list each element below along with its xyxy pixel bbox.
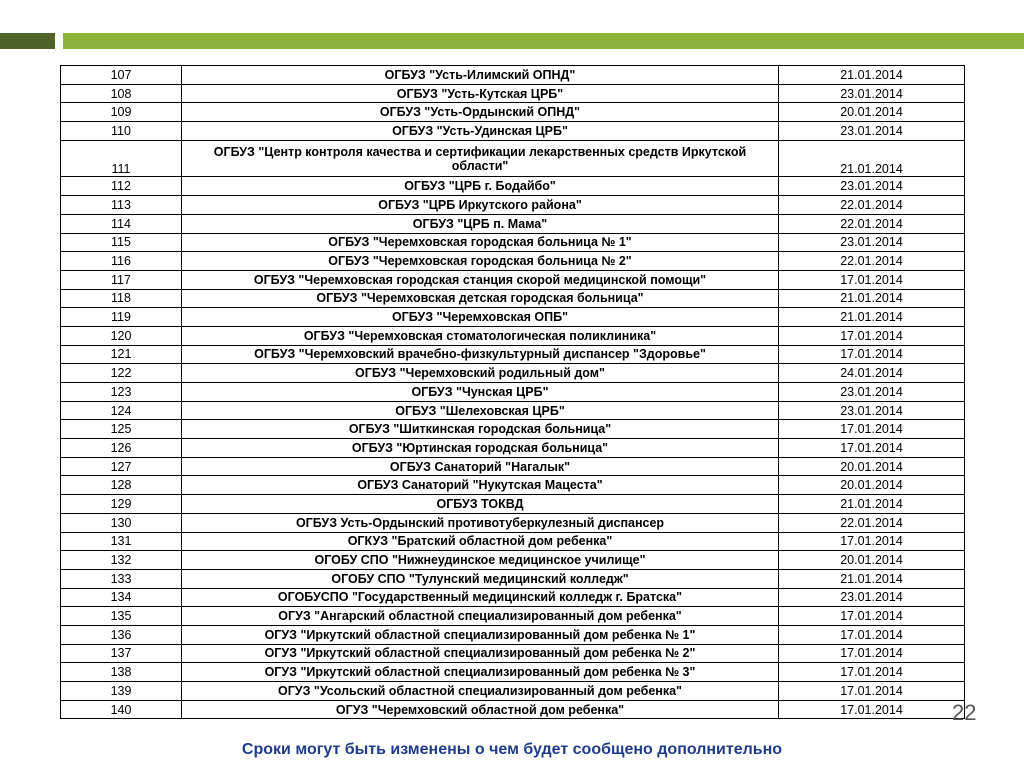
table-row <box>61 569 965 588</box>
institution-name: ОГОБУ СПО "Тулунский медицинский колледж" <box>182 569 779 588</box>
deadline-date: 17.01.2014 <box>779 345 965 364</box>
institution-name: ОГУЗ "Усольский областной специализированный дом ребенка" <box>182 682 779 701</box>
institution-name: ОГБУЗ "Черемховский врачебно-физкультурный диспансер "Здоровье" <box>182 345 779 364</box>
row-number: 108 <box>61 84 182 103</box>
row-number: 110 <box>61 122 182 141</box>
institution-name: ОГБУЗ "Чунская ЦРБ" <box>182 383 779 402</box>
institution-name: ОГУЗ "Черемховский областной дом ребенка" <box>182 700 779 719</box>
table-row <box>61 308 965 327</box>
institution-name: ОГБУЗ "Черемховская стоматологическая поликлиника" <box>182 326 779 345</box>
deadline-date: 23.01.2014 <box>779 401 965 420</box>
table-row <box>61 252 965 271</box>
row-number: 129 <box>61 495 182 514</box>
row-number: 120 <box>61 326 182 345</box>
row-number: 133 <box>61 569 182 588</box>
row-number: 140 <box>61 700 182 719</box>
deadline-date: 23.01.2014 <box>779 177 965 196</box>
row-number: 124 <box>61 401 182 420</box>
institution-name: ОГБУЗ "Усть-Удинская ЦРБ" <box>182 122 779 141</box>
institution-name: ОГБУЗ Санаторий "Нукутская Мацеста" <box>182 476 779 495</box>
deadline-date: 20.01.2014 <box>779 551 965 570</box>
institution-name: ОГБУЗ "Черемховская городская станция скорой медицинской помощи" <box>182 270 779 289</box>
table-row <box>61 644 965 663</box>
table-row <box>61 326 965 345</box>
table-row <box>61 420 965 439</box>
row-number: 123 <box>61 383 182 402</box>
table-row <box>61 551 965 570</box>
deadline-date: 22.01.2014 <box>779 214 965 233</box>
deadline-date: 23.01.2014 <box>779 588 965 607</box>
deadline-date: 21.01.2014 <box>779 308 965 327</box>
row-number: 138 <box>61 663 182 682</box>
table-row <box>61 103 965 122</box>
table-row <box>61 401 965 420</box>
row-number: 109 <box>61 103 182 122</box>
deadline-date: 17.01.2014 <box>779 607 965 626</box>
table-row <box>61 122 965 141</box>
row-number: 114 <box>61 214 182 233</box>
row-number: 121 <box>61 345 182 364</box>
table-row <box>61 177 965 196</box>
deadline-date: 17.01.2014 <box>779 326 965 345</box>
deadline-date: 22.01.2014 <box>779 513 965 532</box>
deadline-date: 17.01.2014 <box>779 270 965 289</box>
table-row <box>61 270 965 289</box>
institution-name: ОГОБУ СПО "Нижнеудинское медицинское училище" <box>182 551 779 570</box>
table-row <box>61 607 965 626</box>
deadline-date: 21.01.2014 <box>779 66 965 85</box>
deadline-date: 21.01.2014 <box>779 140 965 177</box>
institution-name: ОГБУЗ "Усть-Илимский ОПНД" <box>182 66 779 85</box>
institution-name: ОГОБУСПО "Государственный медицинский колледж г. Братска" <box>182 588 779 607</box>
institution-name: ОГУЗ "Иркутский областной специализированный дом ребенка № 1" <box>182 625 779 644</box>
row-number: 111 <box>61 140 182 177</box>
table-row <box>61 682 965 701</box>
deadline-date: 20.01.2014 <box>779 457 965 476</box>
institution-name: ОГУЗ "Ангарский областной специализированный дом ребенка" <box>182 607 779 626</box>
table-row <box>61 345 965 364</box>
table-row <box>61 625 965 644</box>
row-number: 112 <box>61 177 182 196</box>
row-number: 115 <box>61 233 182 252</box>
row-number: 126 <box>61 439 182 458</box>
row-number: 130 <box>61 513 182 532</box>
table-row <box>61 476 965 495</box>
table-row <box>61 588 965 607</box>
table-row <box>61 457 965 476</box>
row-number: 107 <box>61 66 182 85</box>
institution-name: ОГБУЗ "ЦРБ п. Мама" <box>182 214 779 233</box>
institution-name: ОГКУЗ "Братский областной дом ребенка" <box>182 532 779 551</box>
deadline-date: 17.01.2014 <box>779 420 965 439</box>
deadline-date: 17.01.2014 <box>779 439 965 458</box>
deadline-date: 23.01.2014 <box>779 233 965 252</box>
row-number: 125 <box>61 420 182 439</box>
row-number: 136 <box>61 625 182 644</box>
footer-note: Сроки могут быть изменены о чем будет сообщено дополнительно <box>241 741 783 758</box>
institution-name: ОГБУЗ "Усть-Кутская ЦРБ" <box>182 84 779 103</box>
table-body <box>61 66 965 719</box>
deadline-date: 17.01.2014 <box>779 700 965 719</box>
row-number: 113 <box>61 196 182 215</box>
row-number: 127 <box>61 457 182 476</box>
institution-name: ОГБУЗ "ЦРБ г. Бодайбо" <box>182 177 779 196</box>
deadline-date: 24.01.2014 <box>779 364 965 383</box>
table-row <box>61 513 965 532</box>
row-number: 137 <box>61 644 182 663</box>
row-number: 118 <box>61 289 182 308</box>
header-accent-dark-bar <box>0 33 55 49</box>
deadline-date: 23.01.2014 <box>779 122 965 141</box>
table-row <box>61 532 965 551</box>
institution-name: ОГБУЗ "Усть-Ордынский ОПНД" <box>182 103 779 122</box>
deadline-date: 17.01.2014 <box>779 532 965 551</box>
deadline-date: 23.01.2014 <box>779 84 965 103</box>
deadline-date: 17.01.2014 <box>779 663 965 682</box>
row-number: 134 <box>61 588 182 607</box>
table-row <box>61 84 965 103</box>
institution-name: ОГБУЗ "Черемховская детская городская больница" <box>182 289 779 308</box>
table-row <box>61 364 965 383</box>
institution-name: ОГБУЗ "Юртинская городская больница" <box>182 439 779 458</box>
table-row <box>61 66 965 85</box>
row-number: 116 <box>61 252 182 271</box>
deadline-date: 17.01.2014 <box>779 644 965 663</box>
institution-name: ОГБУЗ "Черемховская городская больница № 2" <box>182 252 779 271</box>
row-number: 135 <box>61 607 182 626</box>
institution-name: ОГБУЗ Усть-Ордынский противотуберкулезный диспансер <box>182 513 779 532</box>
deadline-date: 22.01.2014 <box>779 196 965 215</box>
row-number: 128 <box>61 476 182 495</box>
table-row <box>61 233 965 252</box>
deadline-date: 22.01.2014 <box>779 252 965 271</box>
row-number: 139 <box>61 682 182 701</box>
deadline-date: 23.01.2014 <box>779 383 965 402</box>
institution-name: ОГБУЗ "ЦРБ Иркутского района" <box>182 196 779 215</box>
table-row <box>61 383 965 402</box>
page-number: 22 <box>952 700 977 725</box>
institution-name: ОГБУЗ "Шиткинская городская больница" <box>182 420 779 439</box>
institution-name: ОГБУЗ "Черемховская городская больница № 1" <box>182 233 779 252</box>
institutions-table <box>60 65 965 719</box>
row-number: 117 <box>61 270 182 289</box>
institution-name: ОГУЗ "Иркутский областной специализированный дом ребенка № 3" <box>182 663 779 682</box>
header-accent-light-bar <box>63 33 1024 49</box>
institution-name: ОГБУЗ "Центр контроля качества и сертификации лекарственных средств Иркутской области" <box>182 140 779 177</box>
deadline-date: 21.01.2014 <box>779 569 965 588</box>
deadline-date: 21.01.2014 <box>779 289 965 308</box>
deadline-date: 17.01.2014 <box>779 625 965 644</box>
row-number: 131 <box>61 532 182 551</box>
table-row <box>61 439 965 458</box>
table-row <box>61 663 965 682</box>
table-row <box>61 700 965 719</box>
institution-name: ОГБУЗ "Черемховский родильный дом" <box>182 364 779 383</box>
row-number: 132 <box>61 551 182 570</box>
institution-name: ОГБУЗ "Черемховская ОПБ" <box>182 308 779 327</box>
institution-name: ОГБУЗ Санаторий "Нагалык" <box>182 457 779 476</box>
table-row <box>61 196 965 215</box>
institution-name: ОГУЗ "Иркутский областной специализированный дом ребенка № 2" <box>182 644 779 663</box>
table-row <box>61 140 965 177</box>
deadline-date: 20.01.2014 <box>779 103 965 122</box>
deadline-date: 21.01.2014 <box>779 495 965 514</box>
row-number: 119 <box>61 308 182 327</box>
table-row <box>61 289 965 308</box>
row-number: 122 <box>61 364 182 383</box>
institution-name: ОГБУЗ "Шелеховская ЦРБ" <box>182 401 779 420</box>
table-row <box>61 495 965 514</box>
deadline-date: 17.01.2014 <box>779 682 965 701</box>
institution-name: ОГБУЗ ТОКВД <box>182 495 779 514</box>
deadline-date: 20.01.2014 <box>779 476 965 495</box>
table-row <box>61 214 965 233</box>
